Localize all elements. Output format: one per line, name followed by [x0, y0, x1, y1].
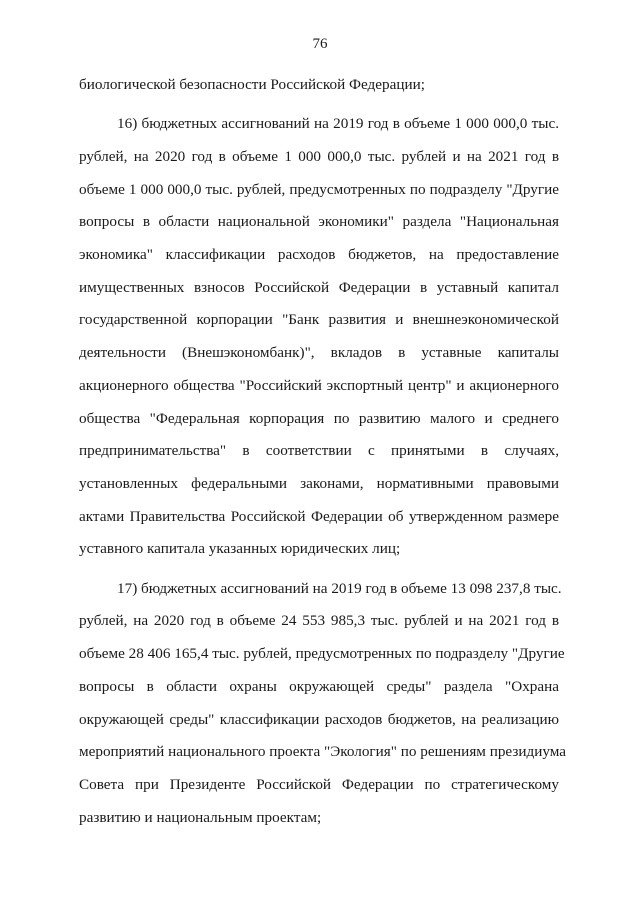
paragraph-17-line: вопросы в области охраны окружающей среды" раздела "Охрана	[79, 678, 559, 695]
paragraph-16-line: государственной корпорации "Банк развития и внешнеэкономической	[79, 311, 559, 328]
paragraph-16-line: объеме 1 000 000,0 тыс. рублей, предусмотренных по подразделу "Другие	[79, 181, 559, 198]
paragraph-17-line: мероприятий национального проекта "Экология" по решениям президиума	[79, 743, 566, 760]
paragraph-17-line: Совета при Президенте Российской Федерации по стратегическому	[79, 776, 559, 793]
paragraph-16-line: общества "Федеральная корпорация по развитию малого и среднего	[79, 410, 559, 427]
paragraph-16-line: рублей, на 2020 год в объеме 1 000 000,0 тыс. рублей и на 2021 год в	[79, 148, 559, 165]
paragraph-17-line: объеме 28 406 165,4 тыс. рублей, предусмотренных по подразделу "Другие	[79, 645, 565, 662]
paragraph-16-line: деятельности (Внешэкономбанк)", вкладов в уставные капиталы	[79, 344, 559, 361]
page-number: 76	[312, 36, 328, 52]
paragraph-16-line: установленных федеральными законами, нормативными правовыми	[79, 475, 559, 492]
paragraph-16-line: 16) бюджетных ассигнований на 2019 год в объеме 1 000 000,0 тыс.	[117, 115, 559, 132]
paragraph-16-line: уставного капитала указанных юридических лиц;	[79, 540, 401, 557]
paragraph-16-line: актами Правительства Российской Федерации об утвержденном размере	[79, 508, 559, 525]
paragraph-16-line: экономика" классификации расходов бюджетов, на предоставление	[79, 246, 559, 263]
paragraph-17-line: окружающей среды" классификации расходов бюджетов, на реализацию	[79, 711, 559, 728]
paragraph-16-line: предпринимательства" в соответствии с принятыми в случаях,	[79, 442, 559, 459]
paragraph-17-line: развитию и национальным проектам;	[79, 809, 322, 826]
paragraph-16-line: имущественных взносов Российской Федерации в уставный капитал	[79, 279, 559, 296]
paragraph-16-line: вопросы в области национальной экономики" раздела "Национальная	[79, 213, 559, 230]
paragraph-17-line: 17) бюджетных ассигнований на 2019 год в объеме 13 098 237,8 тыс.	[117, 580, 562, 597]
paragraph-16-line: акционерного общества "Российский экспортный центр" и акционерного	[79, 377, 559, 394]
paragraph-17-line: рублей, на 2020 год в объеме 24 553 985,3 тыс. рублей и на 2021 год в	[79, 612, 559, 629]
text-line: биологической безопасности Российской Федерации;	[79, 76, 425, 93]
